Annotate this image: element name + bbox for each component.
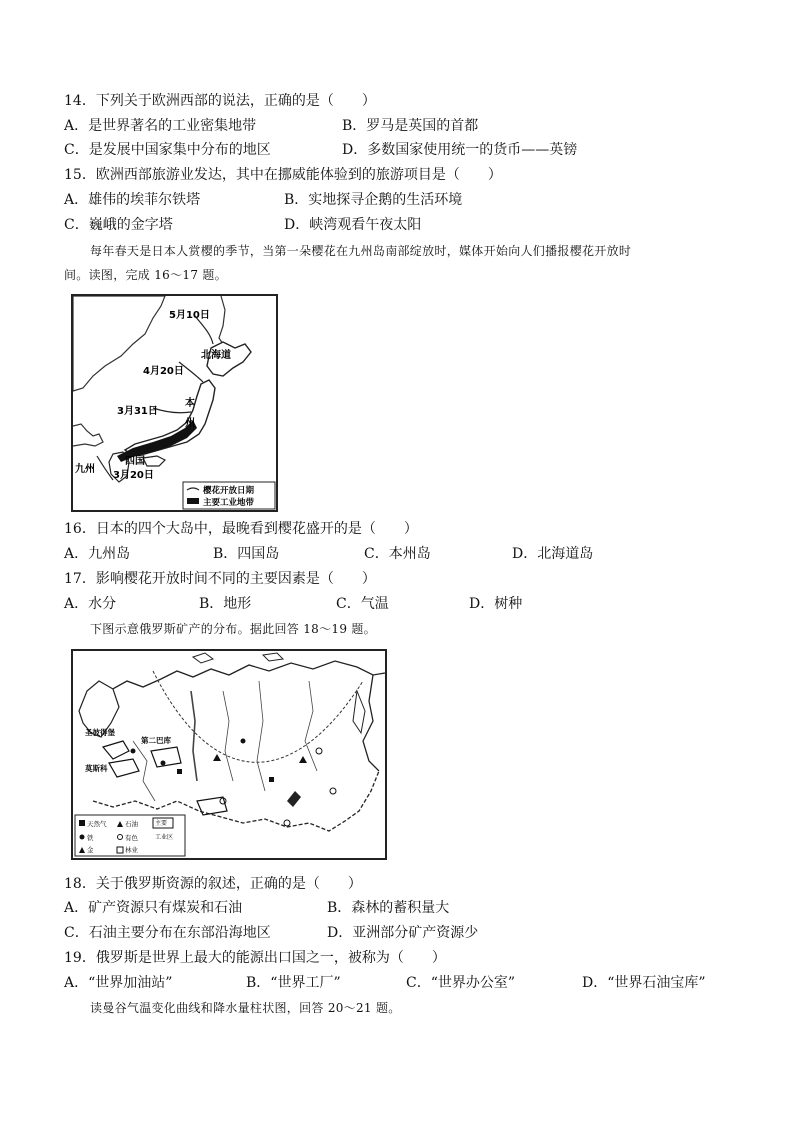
label-kyushu: 九州: [75, 464, 95, 475]
q16-stem: 16．日本的四个大岛中，最晚看到樱花盛开的是（ ）: [64, 521, 418, 537]
russia-map: [73, 651, 385, 858]
q17-option-d: D．树种: [469, 596, 523, 612]
legend-oil: 石油: [125, 820, 138, 828]
resource-symbol: [177, 769, 182, 774]
japan-map: [73, 296, 276, 510]
q16-option-c: C．本州岛: [364, 546, 431, 562]
q16-option-b: B．四国岛: [213, 546, 280, 562]
legend-zone: 工业区: [155, 834, 174, 841]
q14-option-a: A．是世界著名的工业密集地带: [64, 118, 257, 134]
sakhalin-island: [219, 296, 225, 344]
yenisei-river: [257, 681, 265, 791]
kamchatka: [353, 691, 365, 733]
q19-option-a: A．“世界加油站”: [64, 975, 173, 991]
q18-option-d: D．亚洲部分矿产资源少: [327, 925, 479, 941]
legend-iron: 铁: [87, 834, 94, 842]
intro-20-21: 读曼谷气温变化曲线和降水量柱状图，回答 20～21 题。: [90, 1001, 401, 1015]
q18-option-b: B．森林的蓄积量大: [327, 900, 450, 916]
dividing-arc: [153, 671, 363, 762]
q19-option-c: C．“世界办公室”: [406, 975, 516, 991]
russia-map-figure: [71, 649, 387, 860]
korea-coast: [73, 424, 103, 446]
legend-timber: 林业: [125, 846, 138, 854]
q14-option-c: C．是发展中国家集中分布的地区: [64, 142, 271, 158]
resource-symbol: [284, 820, 290, 826]
q15-option-d: D．峡湾观看午夜太阳: [284, 217, 422, 233]
q18-stem: 18．关于俄罗斯资源的叙述，正确的是（ ）: [64, 876, 362, 892]
q19-stem: 19．俄罗斯是世界上最大的能源出口国之一，被称为（ ）: [64, 950, 446, 966]
legend-industry-label: 主要工业地带: [203, 498, 255, 508]
label-shikoku: 四国: [125, 456, 145, 467]
label-honshu-1: 本: [185, 398, 195, 409]
legend-isoline-label: 樱花开放日期: [203, 486, 255, 496]
resource-symbol: [299, 756, 307, 763]
label-honshu-2: 州: [185, 418, 195, 429]
q16-option-a: A．九州岛: [64, 546, 131, 562]
label-0331: 3月31日: [117, 406, 158, 417]
legend-symbol-nonferrous: [118, 835, 123, 840]
arctic-coast: [93, 661, 385, 703]
resource-symbol: [330, 788, 336, 794]
intro-16-17-line2: 间。读图，完成 16～17 题。: [64, 268, 227, 282]
ural-mountains: [191, 691, 197, 781]
shikoku-island: [143, 456, 165, 466]
intro-16-17-line1: 每年春天是日本人赏樱的季节，当第一朵樱花在九州岛南部绽放时，媒体开始向人们播报樱花开放时: [90, 244, 632, 258]
q16-option-d: D．北海道岛: [512, 546, 594, 562]
q19-option-d: D．“世界石油宝库”: [582, 975, 706, 991]
legend-gas: 天然气: [87, 820, 107, 828]
q19-option-b: B．“世界工厂”: [246, 975, 341, 991]
lena-river: [305, 681, 317, 771]
q14-option-d: D．多数国家使用统一的货币——英镑: [342, 142, 578, 158]
q18-option-a: A．矿产资源只有煤炭和石油: [64, 900, 243, 916]
resource-symbol: [131, 749, 136, 754]
legend-main: 主要: [155, 820, 168, 827]
legend-symbol-gas: [79, 820, 85, 826]
industrial-zone-volga: [151, 747, 181, 767]
japan-map-figure: [71, 294, 278, 512]
legend-gold: 金: [87, 846, 94, 854]
pacific-coast: [363, 675, 379, 771]
volga-river: [133, 741, 155, 801]
label-0320: 3月20日: [113, 470, 154, 481]
label-moscow: 莫斯科: [85, 764, 108, 773]
label-0420: 4月20日: [143, 366, 184, 377]
q15-option-a: A．雄伟的埃菲尔铁塔: [64, 192, 201, 208]
resource-symbol: [269, 777, 274, 782]
q17-option-b: B．地形: [199, 596, 252, 612]
severnaya-zemlya: [263, 653, 283, 661]
label-hokkaido: 北海道: [201, 350, 231, 361]
q14-stem: 14．下列关于欧洲西部的说法，正确的是（ ）: [64, 93, 376, 109]
label-st-petersburg: 圣彼得堡: [85, 728, 115, 737]
resource-symbol: [241, 739, 246, 744]
legend-industry-symbol: [187, 498, 199, 504]
q15-option-c: C．巍峨的金字塔: [64, 217, 173, 233]
lake-baikal: [287, 791, 301, 807]
resource-symbol: [316, 748, 322, 754]
intro-18-19: 下图示意俄罗斯矿产的分布。据此回答 18～19 题。: [90, 622, 376, 636]
ob-river: [223, 691, 233, 781]
novaya-zemlya: [193, 653, 213, 663]
resource-symbol: [161, 761, 166, 766]
q15-option-b: B．实地探寻企鹅的生活环境: [284, 192, 463, 208]
q17-stem: 17．影响樱花开放时间不同的主要因素是（ ）: [64, 571, 376, 587]
q15-stem: 15．欧洲西部旅游业发达，其中在挪威能体验到的旅游项目是（ ）: [64, 167, 502, 183]
label-0510: 5月10日: [169, 310, 210, 321]
legend-nonferrous: 有色: [125, 834, 138, 842]
legend-symbol-iron: [80, 835, 85, 840]
resource-symbol: [213, 754, 221, 761]
q17-option-c: C．气温: [336, 596, 389, 612]
label-second-baku: 第二巴库: [141, 736, 171, 745]
q17-option-a: A．水分: [64, 596, 117, 612]
q14-option-b: B．罗马是英国的首都: [342, 118, 479, 134]
industrial-zone-moscow: [109, 759, 139, 777]
q18-option-c: C．石油主要分布在东部沿海地区: [64, 925, 271, 941]
industrial-zone-stpetersburg: [103, 741, 129, 759]
